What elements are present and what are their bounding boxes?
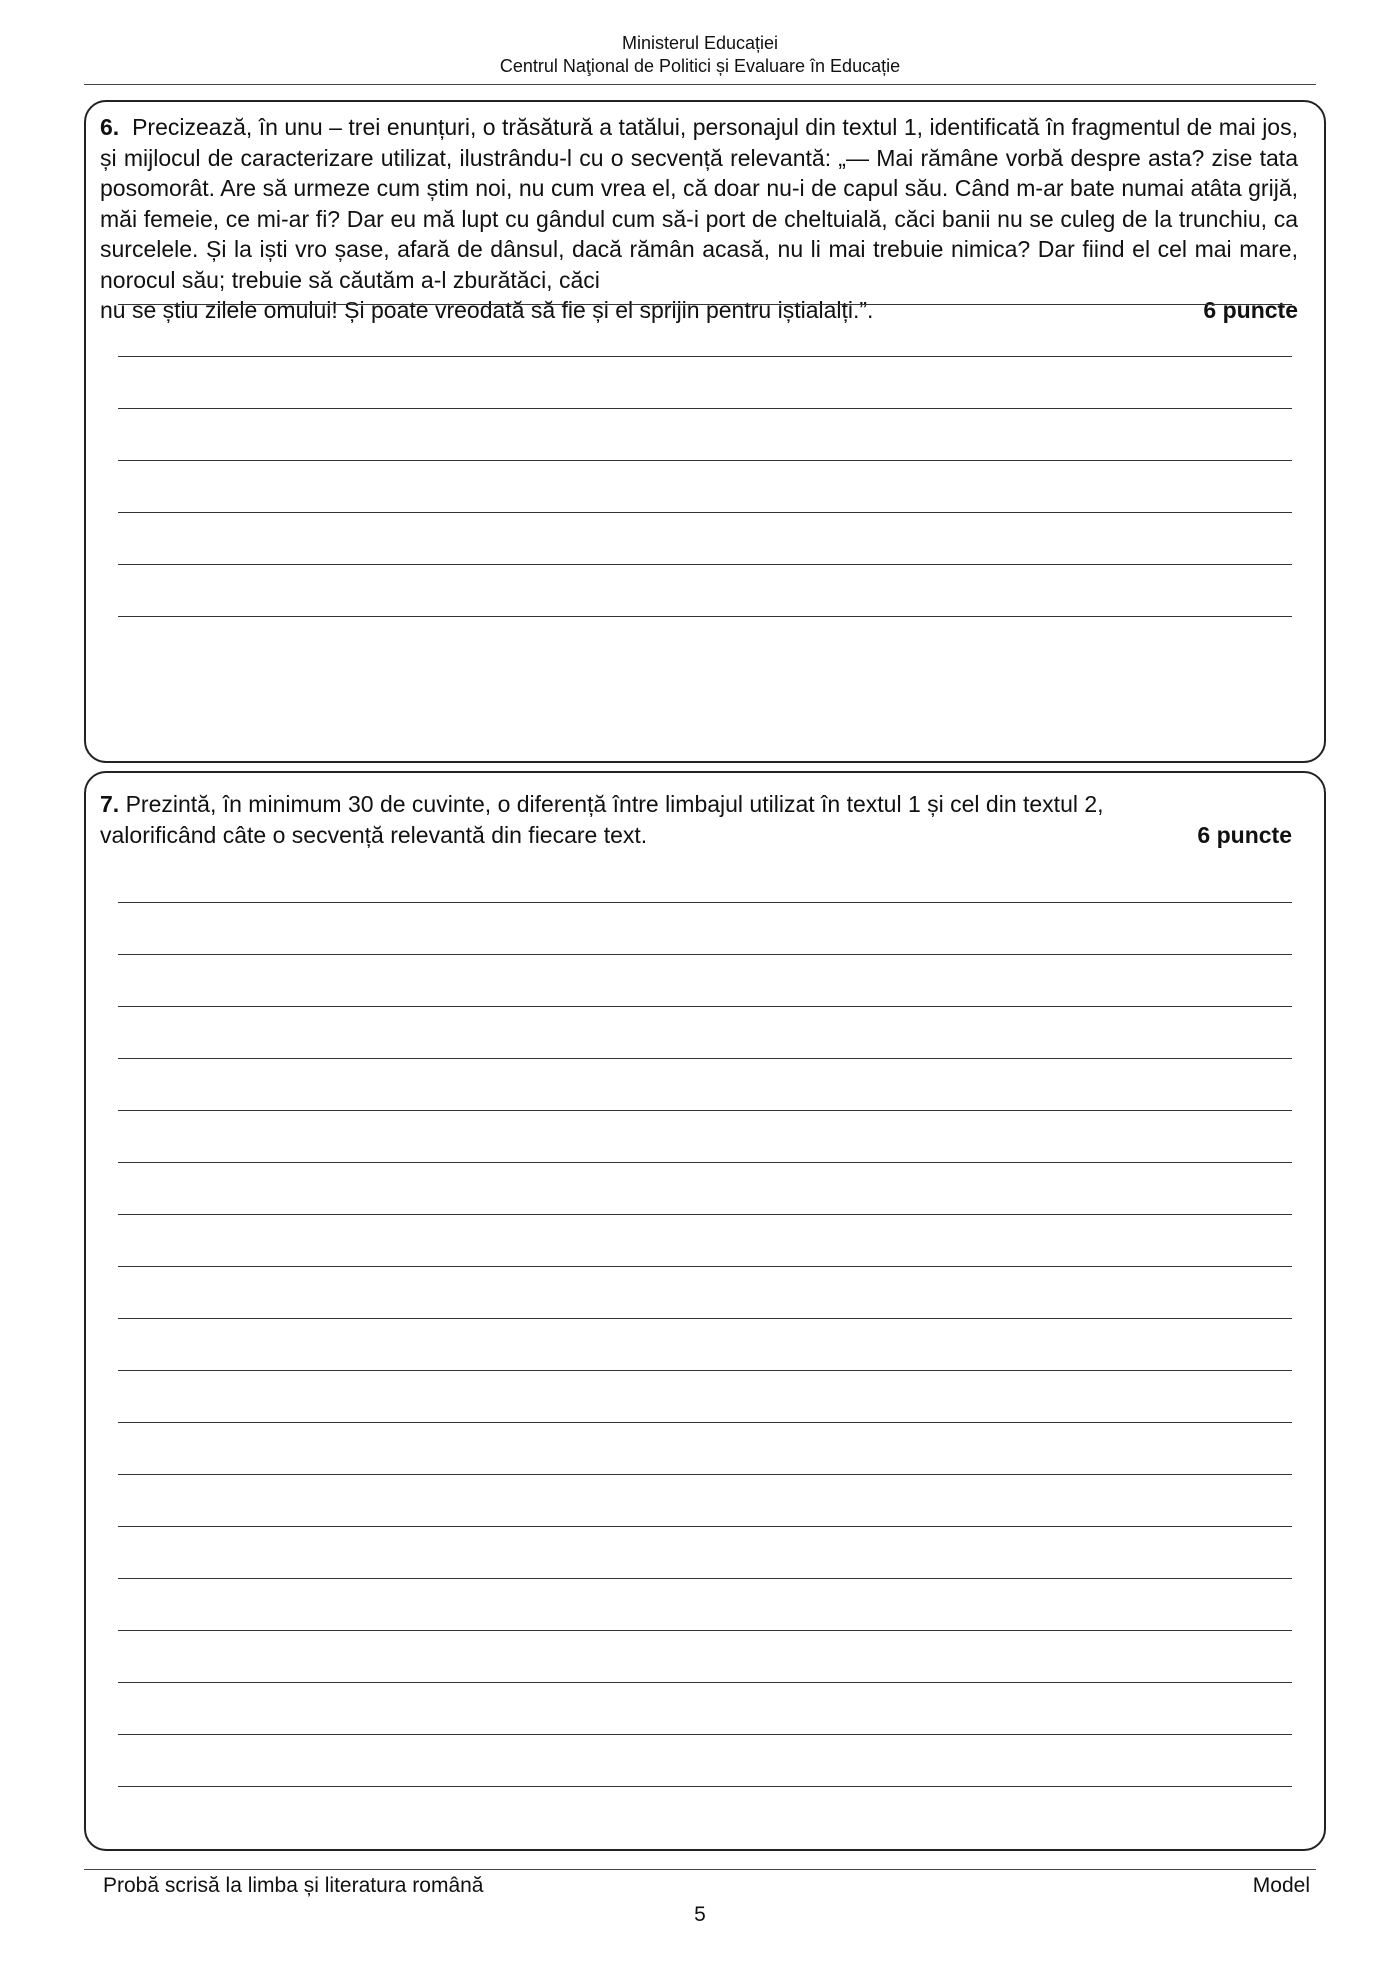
answer-line — [118, 1110, 1292, 1111]
answer-line — [118, 304, 1292, 305]
answer-line — [118, 512, 1292, 513]
answer-line — [118, 1162, 1292, 1163]
question-6-box — [84, 100, 1326, 763]
question-6-text — [100, 112, 1298, 326]
question-7-points: 6 puncte — [1197, 821, 1292, 848]
answer-line — [118, 1370, 1292, 1371]
header-center: Centrul Naţional de Politici și Evaluare în Educație — [499, 56, 901, 76]
answer-line — [118, 1422, 1292, 1423]
answer-line — [118, 1006, 1292, 1007]
answer-line — [118, 1058, 1292, 1059]
answer-line — [118, 408, 1292, 409]
answer-line — [118, 356, 1292, 357]
answer-line — [118, 564, 1292, 565]
question-7-body: Prezintă, în minimum 30 de cuvinte, o diferență între limbajul utilizat în textul 1 și cel din textul 2, — [125, 791, 1104, 817]
answer-line — [118, 1474, 1292, 1475]
footer-rule — [84, 1869, 1316, 1870]
answer-line — [118, 616, 1292, 617]
header-rule — [84, 84, 1316, 85]
answer-line — [118, 1526, 1292, 1527]
answer-line — [118, 1578, 1292, 1579]
page-number: 5 — [694, 1903, 706, 1926]
question-6-points: 6 puncte — [1203, 297, 1298, 323]
question-6-number: 6. — [100, 114, 120, 140]
header-ministry: Ministerul Educației — [621, 33, 779, 53]
question-6-body: Precizează, în unu – trei enunțuri, o trăsătură a tatălui, personajul din textul 1, identificată în fragmentul de mai jos, și mijlocul de caracterizare utilizat, ilustrându-l cu o secvență relevantă: „— Mai rămâne vorbă despre asta? zise tata posomorât. Are să urmeze cum știm noi, nu cum vrea el, că doar nu-i de capul său. Când m-ar bate numai atâta grijă, măi femeie, ce mi-ar fi? Dar eu mă lupt cu gândul cum să-i port de cheltuială, căci banii nu se culeg de la trunchiu, ca surcelele. Și la iști vro șase, afară de dânsul, dacă rămân acasă, nu li mai trebuie nimica? Dar fiind el cel mai mare, norocul său; trebuie să căutăm a-l zburătăci, căci — [100, 114, 1298, 293]
answer-line — [118, 1734, 1292, 1735]
page-header — [0, 32, 1400, 78]
question-6-last-line-text: nu se știu zilele omului! Și poate vreodată să fie și el sprijin pentru iștialalți.”. — [100, 297, 874, 323]
answer-line — [118, 1214, 1292, 1215]
question-7-last-line-text: valorificând câte o secvență relevantă din fiecare text. — [100, 821, 648, 848]
answer-line — [118, 1682, 1292, 1683]
answer-line — [118, 1786, 1292, 1787]
question-7-text — [100, 789, 1292, 850]
footer-exam-title: Probă scrisă la limba și literatura română — [103, 1874, 484, 1897]
question-6-last-line — [100, 295, 1298, 326]
question-7-box — [84, 771, 1326, 1851]
footer-model-label: Model — [1252, 1874, 1310, 1897]
answer-line — [118, 460, 1292, 461]
answer-line — [118, 1318, 1292, 1319]
answer-line — [118, 954, 1292, 955]
answer-line — [118, 902, 1292, 903]
question-7-last-line — [100, 820, 1292, 851]
question-7-number: 7. — [100, 791, 120, 817]
answer-line — [118, 1630, 1292, 1631]
answer-line — [118, 1266, 1292, 1267]
